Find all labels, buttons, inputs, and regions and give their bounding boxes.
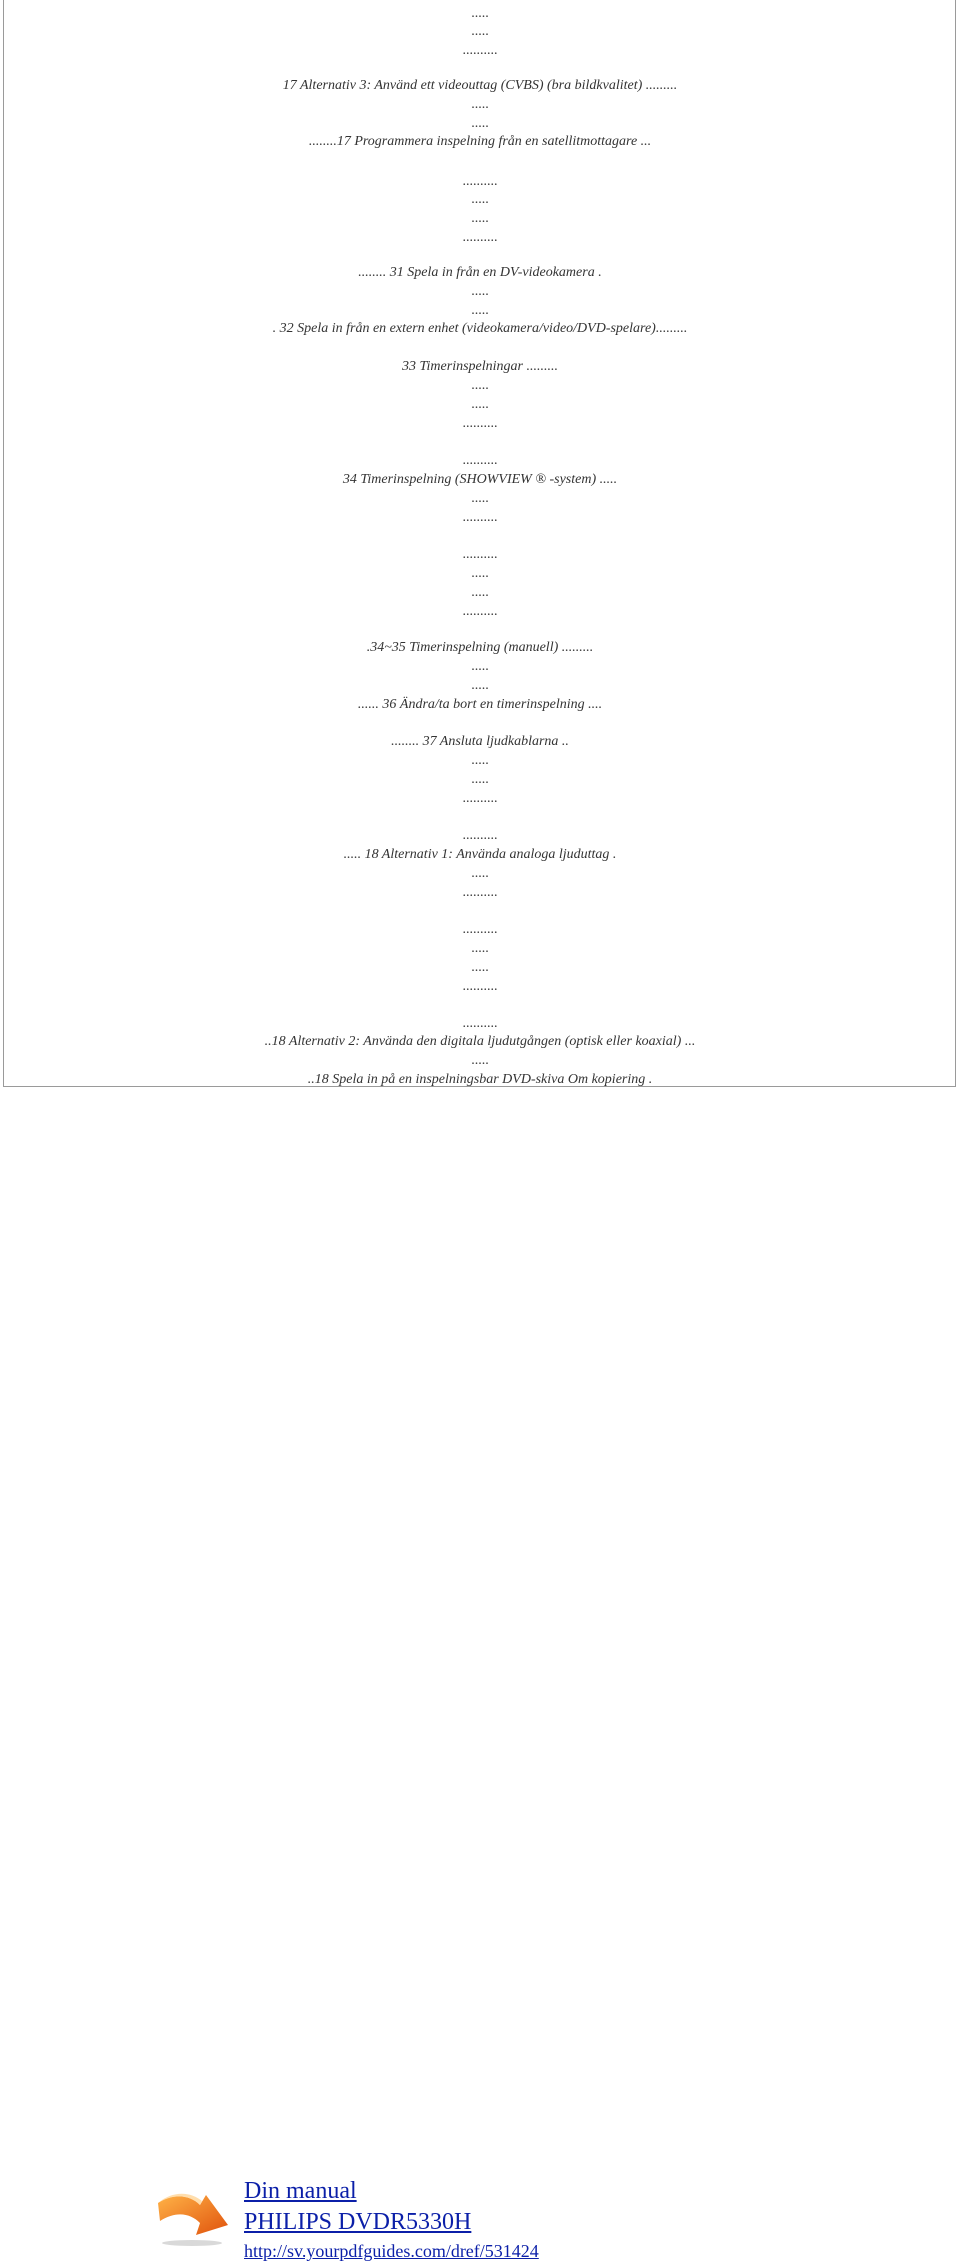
toc-entry: ........ 37 Ansluta ljudkablarna .. — [391, 734, 569, 749]
toc-entry: ...... 36 Ändra/ta bort en timerinspelning .... — [357, 697, 603, 712]
arrow-logo-icon — [152, 2177, 232, 2249]
toc-line: .......... — [462, 43, 498, 58]
toc-entry: 34 Timerinspelning (SHOWVIEW ® -system) ..... — [342, 472, 618, 487]
toc-line: ..... — [471, 941, 489, 956]
toc-line: ..... — [471, 97, 489, 112]
toc-line: ..... — [471, 1053, 489, 1068]
toc-line: .......... — [462, 453, 498, 468]
toc-entry: ........17 Programmera inspelning från en satellitmottagare ... — [308, 134, 652, 149]
toc-line: ..... — [471, 678, 489, 693]
toc-line: ..... — [471, 772, 489, 787]
guide-url-link[interactable]: http://sv.yourpdfguides.com/dref/531424 — [244, 2241, 539, 2261]
toc-line: ..... — [471, 866, 489, 881]
toc-line: ..... — [471, 116, 489, 131]
toc-line: .......... — [462, 547, 498, 562]
toc-line: ..... — [471, 659, 489, 674]
toc-line: ..... — [471, 192, 489, 207]
toc-line: ..... — [471, 753, 489, 768]
toc-line: .......... — [462, 230, 498, 245]
toc-line: .......... — [462, 922, 498, 937]
footer — [0, 1087, 960, 2261]
toc-line: ..... — [471, 6, 489, 21]
toc-line: .......... — [462, 604, 498, 619]
toc-entry: .34~35 Timerinspelning (manuell) ......... — [366, 640, 594, 655]
toc-line: .......... — [462, 416, 498, 431]
toc-line: ..... — [471, 566, 489, 581]
toc-line: ..... — [471, 960, 489, 975]
toc-line: .......... — [462, 791, 498, 806]
manual-link[interactable]: Din manual — [244, 2178, 357, 2204]
toc-line: ..... — [471, 585, 489, 600]
toc-entry: ..18 Alternativ 2: Använda den digitala ljudutgången (optisk eller koaxial) ... — [264, 1034, 696, 1049]
toc-entry: 17 Alternativ 3: Använd ett videouttag (CVBS) (bra bildkvalitet) ......... — [282, 78, 678, 93]
toc-line: ..... — [471, 211, 489, 226]
toc-line: ..... — [471, 284, 489, 299]
toc-line: ..... — [471, 24, 489, 39]
toc-line: .......... — [462, 174, 498, 189]
toc-entry: ..18 Spela in på en inspelningsbar DVD-skiva Om kopiering . — [307, 1072, 653, 1087]
toc-line: .......... — [462, 828, 498, 843]
toc-line: ..... — [471, 378, 489, 393]
toc-line: ..... — [471, 303, 489, 318]
toc-line: .......... — [462, 979, 498, 994]
toc-line: ..... — [471, 491, 489, 506]
toc-line: .......... — [462, 1016, 498, 1031]
product-link[interactable]: PHILIPS DVDR5330H — [244, 2209, 472, 2235]
toc-line: .......... — [462, 885, 498, 900]
toc-entry: 33 Timerinspelningar ......... — [402, 359, 558, 374]
toc-line: ..... — [471, 397, 489, 412]
toc-entry: . 32 Spela in från en extern enhet (videokamera/video/DVD-spelare)......... — [272, 321, 688, 336]
toc-line: .......... — [462, 510, 498, 525]
toc-entry: ..... 18 Alternativ 1: Använda analoga ljuduttag . — [343, 847, 617, 862]
toc-entry: ........ 31 Spela in från en DV-videokamera . — [358, 265, 602, 280]
